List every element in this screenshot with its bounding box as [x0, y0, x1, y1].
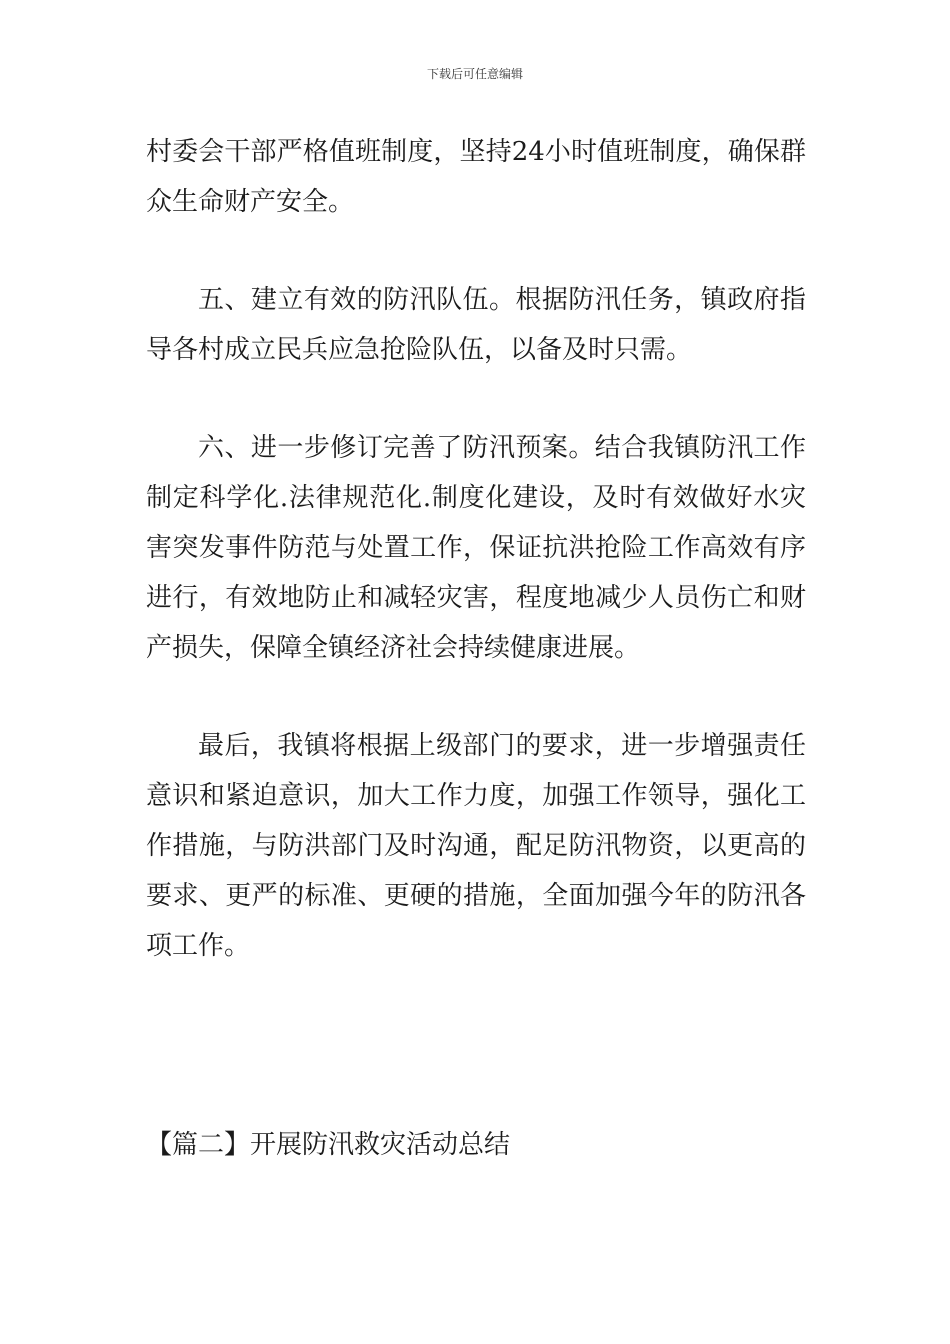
paragraph-six: 六、进一步修订完善了防汛预案。结合我镇防汛工作制定科学化.法律规范化.制度化建设，及时有效做好水灾害突发事件防范与处置工作，保证抗洪抢险工作高效有序进行，有效地防止和减轻灾害，程度地减少人员伤亡和财产损失，保障全镇经济社会持续健康进展。 [146, 433, 806, 663]
paragraph-five: 五、建立有效的防汛队伍。根据防汛任务，镇政府指导各村成立民兵应急抢险队伍，以备及时只需。 [146, 285, 806, 365]
section-title: 【篇二】开展防汛救灾活动总结 [146, 1130, 511, 1160]
paragraph-conclusion: 最后，我镇将根据上级部门的要求，进一步增强责任意识和紧迫意识，加大工作力度，加强工作领导，强化工作措施，与防洪部门及时沟通，配足防汛物资，以更高的要求、更严的标准、更硬的措施，全面加强今年的防汛各项工作。 [146, 731, 806, 961]
page-header: 下载后可任意编辑 [426, 67, 523, 81]
document-body [146, 127, 806, 971]
paragraph-continuation: 村委会干部严格值班制度，坚持24小时值班制度，确保群众生命财产安全。 [146, 137, 806, 217]
